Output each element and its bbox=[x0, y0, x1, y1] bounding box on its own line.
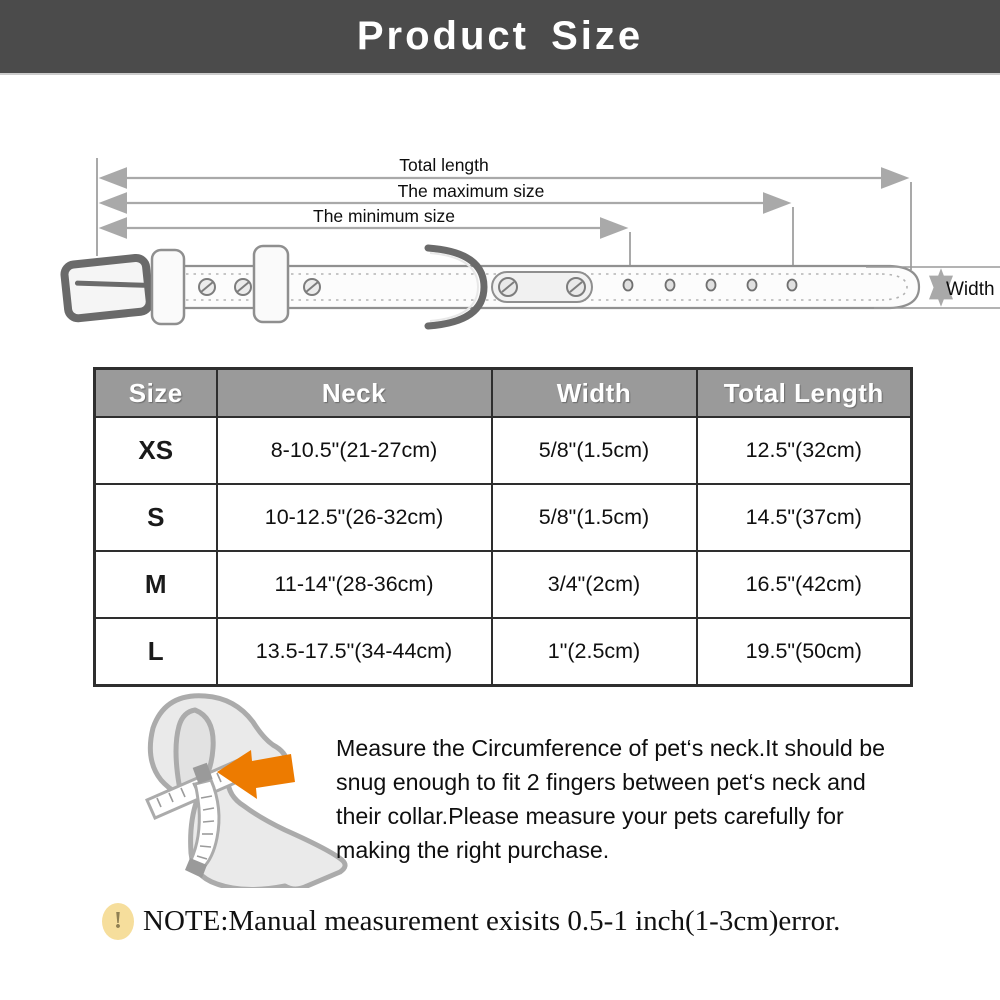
width-label: Width bbox=[946, 279, 995, 300]
neck-value: 10-12.5"(26-32cm) bbox=[217, 484, 492, 551]
note-text: NOTE:Manual measurement exisits 0.5-1 inch(1-3cm)error. bbox=[143, 905, 841, 937]
note-row bbox=[102, 903, 840, 940]
col-header-size: Size bbox=[95, 369, 217, 418]
size-value: L bbox=[95, 618, 217, 686]
total-length-value: 16.5"(42cm) bbox=[697, 551, 912, 618]
neck-value: 8-10.5"(21-27cm) bbox=[217, 417, 492, 484]
min-size-label: The minimum size bbox=[313, 206, 455, 226]
measure-instructions: Measure the Circumference of pet‘s neck.It should be snug enough to fit 2 fingers between pet‘s neck and their collar.Please measure your pets carefully for making the right purchase. bbox=[336, 735, 886, 863]
table-row bbox=[95, 484, 912, 551]
total-length-value: 14.5"(37cm) bbox=[697, 484, 912, 551]
table-row bbox=[95, 618, 912, 686]
warning-icon: ! bbox=[102, 903, 134, 940]
size-value: M bbox=[95, 551, 217, 618]
table-header-row bbox=[95, 369, 912, 418]
collar-size-diagram bbox=[0, 140, 1000, 345]
total-length-label: Total length bbox=[399, 155, 489, 175]
collar-illustration bbox=[64, 246, 1000, 326]
total-length-value: 12.5"(32cm) bbox=[697, 417, 912, 484]
total-length-value: 19.5"(50cm) bbox=[697, 618, 912, 686]
keeper-loop bbox=[152, 250, 184, 324]
neck-value: 11-14"(28-36cm) bbox=[217, 551, 492, 618]
buckle bbox=[64, 257, 151, 319]
table-row bbox=[95, 417, 912, 484]
guide-lines bbox=[97, 158, 911, 270]
size-table bbox=[93, 367, 913, 687]
size-value: XS bbox=[95, 417, 217, 484]
width-value: 5/8"(1.5cm) bbox=[492, 484, 697, 551]
name-plate bbox=[492, 272, 592, 302]
dog-measure-illustration bbox=[95, 688, 357, 888]
header-bar bbox=[0, 0, 1000, 75]
neck-value: 13.5-17.5"(34-44cm) bbox=[217, 618, 492, 686]
max-size-label: The maximum size bbox=[397, 181, 545, 201]
width-value: 3/4"(2cm) bbox=[492, 551, 697, 618]
page-title: Product Size bbox=[356, 14, 644, 58]
width-value: 1"(2.5cm) bbox=[492, 618, 697, 686]
size-value: S bbox=[95, 484, 217, 551]
col-header-neck: Neck bbox=[217, 369, 492, 418]
col-header-width: Width bbox=[492, 369, 697, 418]
keeper-loop bbox=[254, 246, 288, 322]
col-header-total-length: Total Length bbox=[697, 369, 912, 418]
width-value: 5/8"(1.5cm) bbox=[492, 417, 697, 484]
table-row bbox=[95, 551, 912, 618]
